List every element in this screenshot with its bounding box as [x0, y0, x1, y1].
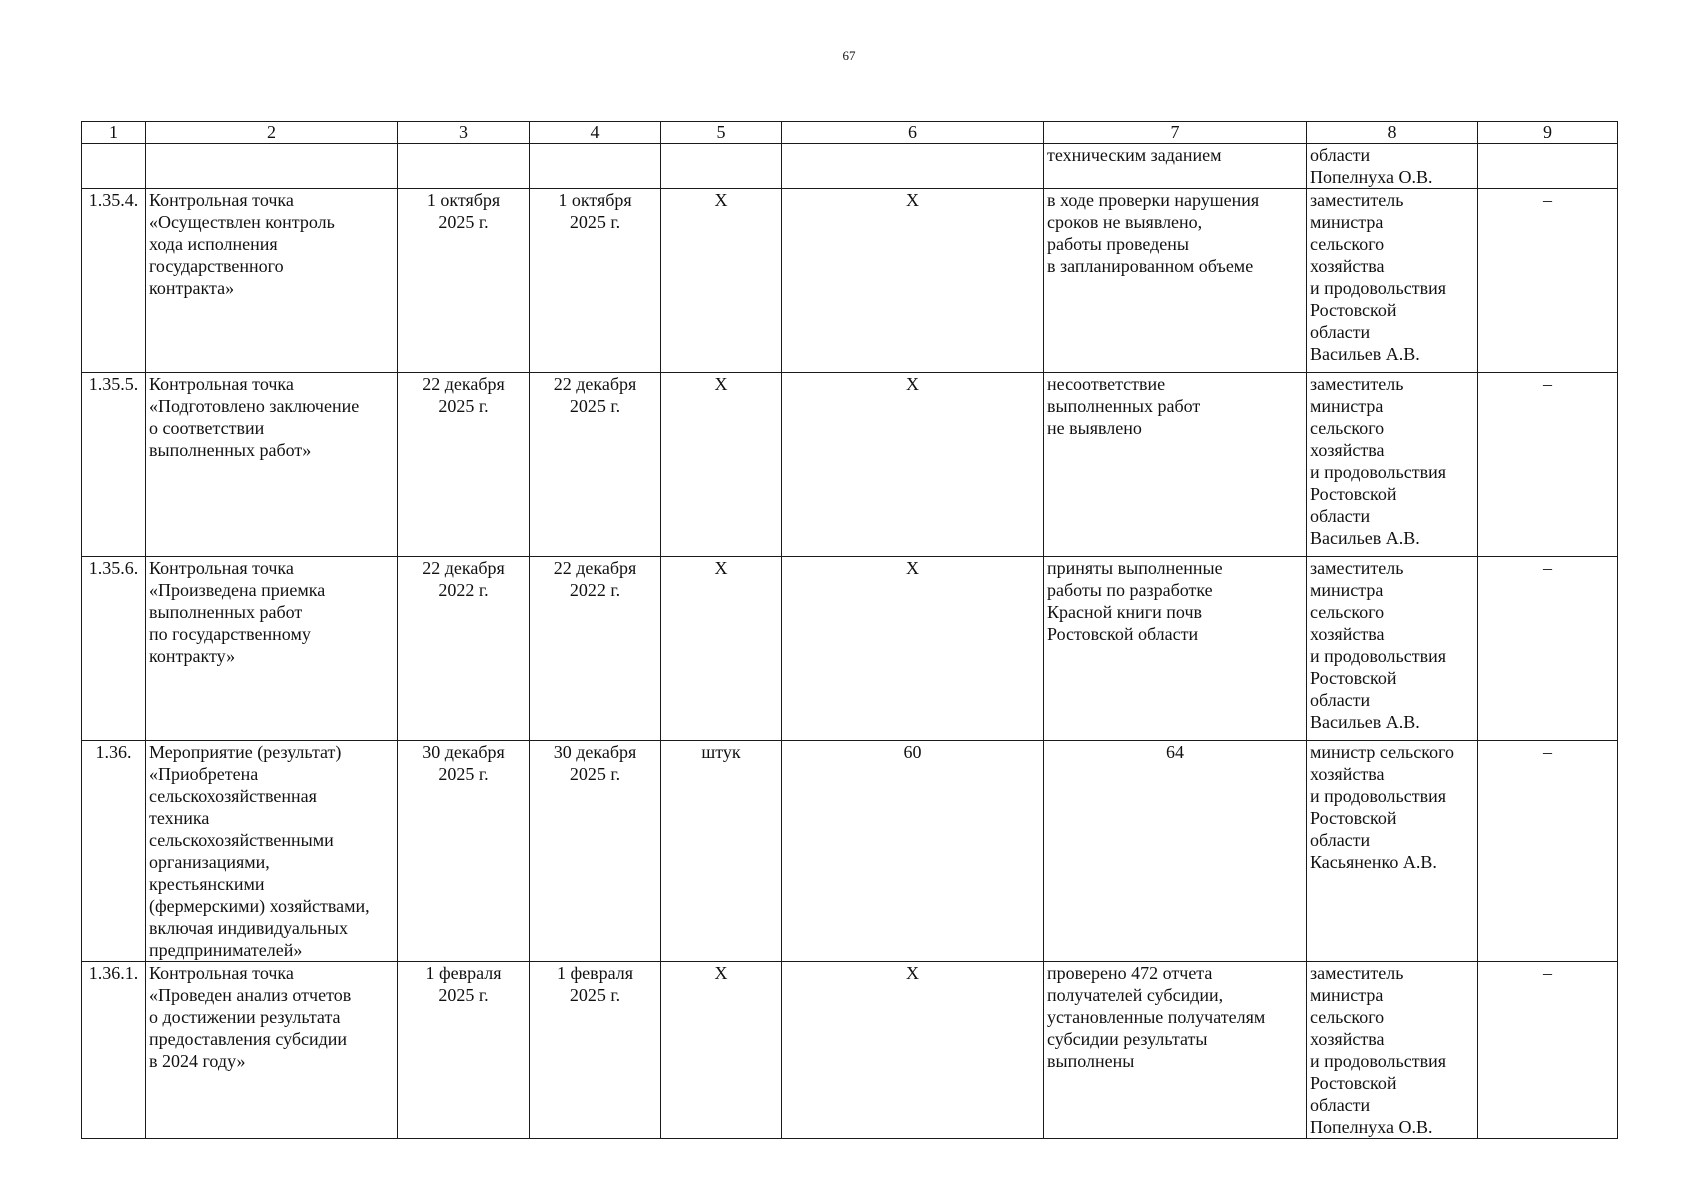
cell-name: Мероприятие (результат) «Приобретена сельскохозяйственная техника сельскохозяйственными организациями, крестьянскими (фермерскими) хозяйствами, включая индивидуальных предпринимателей» — [146, 741, 398, 962]
cell-start-date: 30 декабря 2025 г. — [398, 741, 530, 962]
cell-plan: X — [782, 189, 1044, 373]
cell-number — [82, 144, 146, 189]
cell-start-date: 1 февраля 2025 г. — [398, 962, 530, 1139]
cell-responsible: области Попелнуха О.В. — [1307, 144, 1478, 189]
cell-start-date: 22 декабря 2022 г. — [398, 557, 530, 741]
column-header: 3 — [398, 122, 530, 144]
cell-note: – — [1478, 373, 1618, 557]
cell-note: – — [1478, 741, 1618, 962]
cell-end-date: 30 декабря 2025 г. — [530, 741, 661, 962]
header-row — [82, 122, 1618, 144]
cell-responsible: заместитель министра сельского хозяйства и продовольствия Ростовской области Васильев А.В. — [1307, 557, 1478, 741]
column-header: 7 — [1044, 122, 1307, 144]
table-row — [82, 189, 1618, 373]
cell-note — [1478, 144, 1618, 189]
cell-note: – — [1478, 189, 1618, 373]
cell-responsible: министр сельского хозяйства и продовольствия Ростовской области Касьяненко А.В. — [1307, 741, 1478, 962]
table-row — [82, 557, 1618, 741]
cell-plan: X — [782, 557, 1044, 741]
cell-responsible: заместитель министра сельского хозяйства и продовольствия Ростовской области Васильев А.В. — [1307, 189, 1478, 373]
cell-start-date: 22 декабря 2025 г. — [398, 373, 530, 557]
cell-fact: 64 — [1044, 741, 1307, 962]
cell-number: 1.36.1. — [82, 962, 146, 1139]
cell-start-date — [398, 144, 530, 189]
cell-plan — [782, 144, 1044, 189]
cell-start-date: 1 октября 2025 г. — [398, 189, 530, 373]
column-header: 4 — [530, 122, 661, 144]
table-row — [82, 741, 1618, 962]
cell-unit: штук — [661, 741, 782, 962]
cell-end-date: 22 декабря 2025 г. — [530, 373, 661, 557]
cell-note: – — [1478, 962, 1618, 1139]
cell-name: Контрольная точка «Подготовлено заключение о соответствии выполненных работ» — [146, 373, 398, 557]
cell-responsible: заместитель министра сельского хозяйства и продовольствия Ростовской области Попелнуха О.В. — [1307, 962, 1478, 1139]
cell-name: Контрольная точка «Осуществлен контроль хода исполнения государственного контракта» — [146, 189, 398, 373]
table-row — [82, 373, 1618, 557]
column-header: 8 — [1307, 122, 1478, 144]
cell-plan: X — [782, 373, 1044, 557]
cell-end-date — [530, 144, 661, 189]
column-header: 9 — [1478, 122, 1618, 144]
cell-fact: техническим заданием — [1044, 144, 1307, 189]
column-header: 6 — [782, 122, 1044, 144]
cell-number: 1.36. — [82, 741, 146, 962]
cell-end-date: 1 февраля 2025 г. — [530, 962, 661, 1139]
report-table — [81, 121, 1618, 1139]
cell-unit: X — [661, 189, 782, 373]
cell-note: – — [1478, 557, 1618, 741]
cell-name — [146, 144, 398, 189]
page-number: 67 — [842, 48, 856, 63]
cell-name: Контрольная точка «Проведен анализ отчетов о достижении результата предоставления субсидии в 2024 году» — [146, 962, 398, 1139]
cell-fact: проверено 472 отчета получателей субсидии, установленные получателям субсидии результаты выполнены — [1044, 962, 1307, 1139]
cell-unit: X — [661, 557, 782, 741]
column-header: 2 — [146, 122, 398, 144]
cell-number: 1.35.6. — [82, 557, 146, 741]
cell-fact: несоответствие выполненных работ не выявлено — [1044, 373, 1307, 557]
cell-fact: приняты выполненные работы по разработке Красной книги почв Ростовской области — [1044, 557, 1307, 741]
cell-responsible: заместитель министра сельского хозяйства и продовольствия Ростовской области Васильев А.В. — [1307, 373, 1478, 557]
cell-end-date: 22 декабря 2022 г. — [530, 557, 661, 741]
cell-unit — [661, 144, 782, 189]
table-row — [82, 962, 1618, 1139]
cell-number: 1.35.5. — [82, 373, 146, 557]
cell-unit: X — [661, 373, 782, 557]
column-header: 5 — [661, 122, 782, 144]
cell-plan: X — [782, 962, 1044, 1139]
cell-name: Контрольная точка «Произведена приемка выполненных работ по государственному контракту» — [146, 557, 398, 741]
column-header: 1 — [82, 122, 146, 144]
table-row — [82, 144, 1618, 189]
cell-fact: в ходе проверки нарушения сроков не выявлено, работы проведены в запланированном объеме — [1044, 189, 1307, 373]
cell-end-date: 1 октября 2025 г. — [530, 189, 661, 373]
cell-number: 1.35.4. — [82, 189, 146, 373]
cell-plan: 60 — [782, 741, 1044, 962]
cell-unit: X — [661, 962, 782, 1139]
